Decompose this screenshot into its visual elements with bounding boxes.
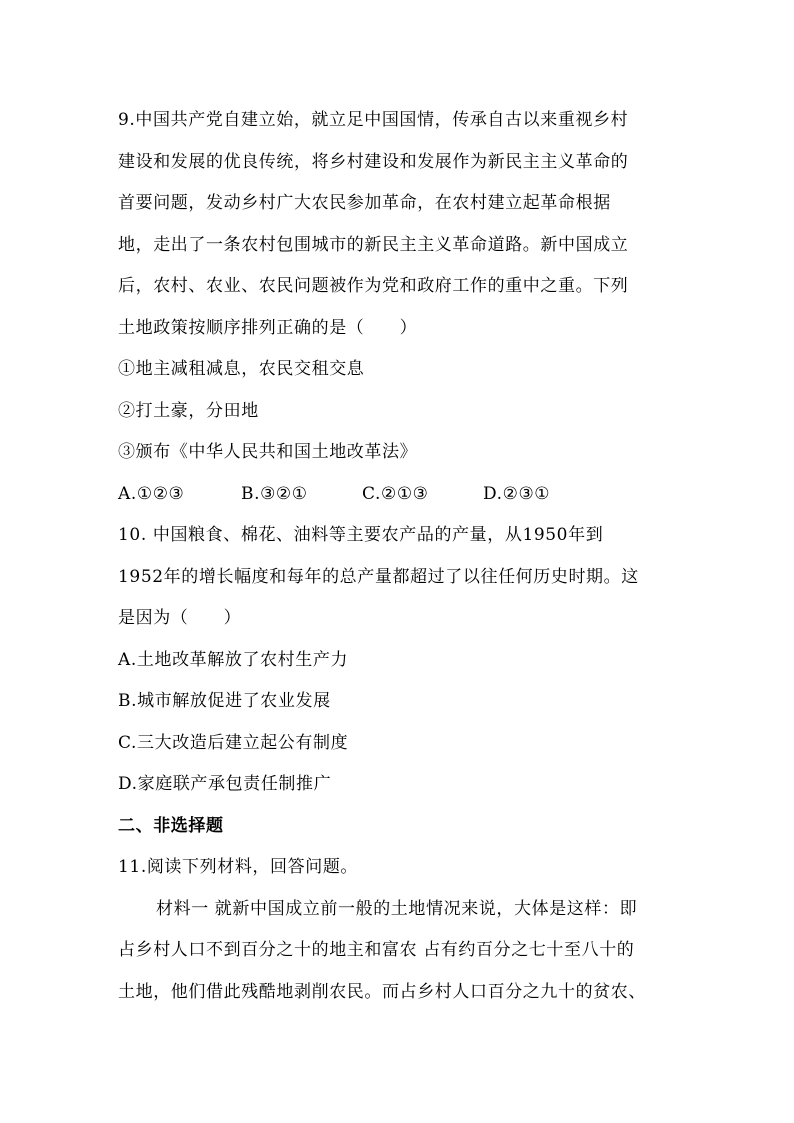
exam-page (118, 100, 694, 1013)
question-9-option-b: B.③②① (241, 483, 308, 504)
question-9-stem-line-5: 后，农村、农业、农民问题被作为党和政府工作的重中之重。下列 (118, 276, 629, 296)
question-11-intro: 11.阅读下列材料，回答问题。 (118, 857, 359, 877)
question-9-item-2: ②打土豪，分田地 (118, 400, 259, 421)
question-9-item-1: ①地主减租减息，农民交租交息 (118, 359, 365, 379)
question-9-stem-line-4: 地，走出了一条农村包围城市的新民主主义革命道路。新中国成立 (118, 234, 629, 255)
question-9-option-c: C.②①③ (362, 483, 429, 504)
question-9-stem-line-2: 建设和发展的优良传统，将乡村建设和发展作为新民主主义革命的 (118, 151, 629, 172)
question-10 (118, 515, 694, 806)
question-9-options (118, 474, 694, 516)
question-10-option-c: C.三大改造后建立起公有制度 (118, 732, 349, 753)
question-10-stem-line-2: 1952年的增长幅度和每年的总产量都超过了以往任何历史时期。这 (118, 566, 639, 587)
question-11 (118, 847, 694, 1013)
question-9-stem-line-6: 土地政策按顺序排列正确的是（ ） (118, 317, 418, 338)
question-9 (118, 100, 694, 515)
question-10-stem-line-1: 10. 中国粮食、棉花、油料等主要农产品的产量，从1950年到 (118, 525, 604, 545)
material-1-line-3: 土地，他们借此残酷地剥削农民。而占乡村人口百分之九十的贫农、 (118, 981, 646, 1002)
question-9-option-a: A.①②③ (118, 483, 185, 504)
material-1-line-1: 材料一 就新中国成立前一般的土地情况来说，大体是这样：即 (156, 898, 638, 919)
section-heading: 二、非选择题 (118, 815, 224, 836)
question-10-option-a: A.土地改革解放了农村生产力 (118, 649, 349, 670)
question-9-stem-line-3: 首要问题，发动乡村广大农民参加革命，在农村建立起革命根据 (118, 193, 611, 213)
question-10-stem-line-3: 是因为（ ） (118, 608, 242, 628)
material-1-line-2: 占乡村人口不到百分之十的地主和富农 占有约百分之七十至八十的 (118, 940, 635, 960)
question-9-item-3: ③颁布《中华人民共和国土地改革法》 (118, 442, 418, 462)
question-10-option-b: B.城市解放促进了农业发展 (118, 691, 331, 711)
question-9-stem-line-1: 9.中国共产党自建立始，就立足中国国情，传承自古以来重视乡村 (118, 110, 629, 130)
question-10-option-d: D.家庭联产承包责任制推广 (118, 774, 332, 794)
question-9-option-d: D.②③① (483, 483, 551, 504)
